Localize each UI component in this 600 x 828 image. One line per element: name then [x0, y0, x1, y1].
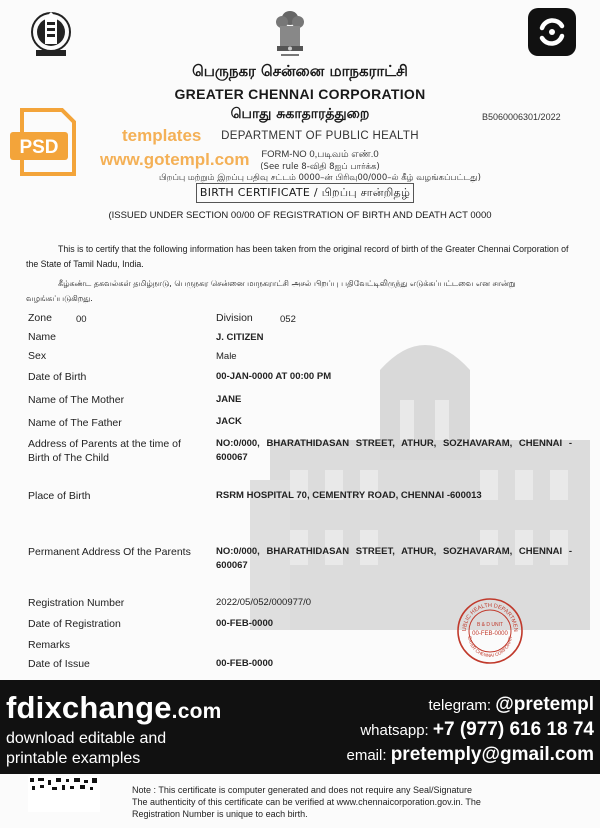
certification-statement-tamil: கீழ்கண்ட தகவல்கள் தமிழ்நாடு, பெருநகர சென்னை மாநகராட்சி அசல் பிறப்பு பதிவேட்டிலிருந்து எடுக்கப்பட்டவை என சான்று வழங்கப்படுகிறது.	[26, 279, 516, 303]
name-value: J. CITIZEN	[216, 332, 264, 343]
mother-name-label: Name of The Mother	[28, 394, 125, 406]
registration-number-value: 2022/05/052/000977/0	[216, 597, 312, 608]
seal-top-text: UBLIC HEALTH DEPARTMEN	[461, 602, 519, 632]
note-line-2: The authenticity of this certificate can be verified at www.chennaicorporation.gov.in. The	[132, 797, 481, 807]
place-of-birth-value: RSRM HOSPITAL 70, CEMENTRY ROAD, CHENNAI -600013	[216, 490, 482, 501]
registration-date-value: 00-FEB-0000	[216, 618, 274, 629]
registration-number-label: Registration Number	[28, 597, 125, 609]
registration-date-label: Date of Registration	[28, 618, 121, 630]
note-line-3: Registration Number is unique to each birth.	[132, 809, 308, 819]
mother-name-value: JANE	[216, 394, 242, 405]
psd-badge-label: PSD	[19, 137, 59, 158]
permanent-address-label: Permanent Address Of the Parents	[28, 546, 191, 558]
department-seal-stamp	[456, 597, 524, 665]
permanent-address-value: NO:0/000, BHARATHIDASAN STREET, ATHUR, SOZHAVARAM, CHENNAI - 600067	[216, 546, 572, 571]
email-address: pretemply@gmail.com	[390, 744, 594, 765]
brand-domain: .com	[171, 700, 222, 723]
watermark-url: www.gotempl.com	[100, 150, 250, 169]
place-of-birth-label: Place of Birth	[28, 490, 91, 502]
form-number: FORM-NO 0,படிவம் எண்.0	[261, 149, 379, 160]
email-label: email:	[346, 747, 387, 764]
rule-reference-line2: பிறப்பு மற்றும் இறப்பு பதிவு சட்டம் 0000–ன் பிரிவு00/000–ல் கீழ் வழங்கப்பட்டது)	[159, 173, 481, 183]
rule-reference-line1: (See rule 8-விதி 8ஐப் பார்க்க)	[260, 162, 380, 172]
issue-date-label: Date of Issue	[28, 658, 90, 670]
brand-name	[6, 690, 221, 726]
seal-unit: B & D UNIT	[476, 622, 504, 628]
father-name-label: Name of The Father	[28, 417, 122, 429]
telegram-label: telegram:	[428, 697, 492, 714]
corporation-title: GREATER CHENNAI CORPORATION	[174, 86, 426, 102]
banner-tagline-1: download editable and	[6, 730, 167, 747]
zone-label: Zone	[28, 312, 52, 324]
division-label: Division	[216, 312, 253, 324]
certificate-number: B5060006301/2022	[482, 112, 561, 122]
email-contact[interactable]	[347, 744, 595, 766]
promo-banner	[0, 680, 600, 774]
brand-name-text: fdixchange	[6, 690, 172, 725]
issued-under-section: (ISSUED UNDER SECTION 00/00 OF REGISTRATION OF BIRTH AND DEATH ACT 0000	[108, 210, 492, 221]
certificate-title: BIRTH CERTIFICATE / பிறப்பு சான்றிதழ்	[196, 183, 414, 203]
telegram-contact[interactable]	[429, 694, 594, 716]
seal-bottom-text: EATER CHENNAI CORPORATI	[467, 635, 513, 659]
division-value: 052	[280, 314, 296, 325]
certification-statement: This is to certify that the following information has been taken from the original record of birth of the Greater Chennai Corporation of the State of Tamil Nadu, India.	[26, 244, 569, 269]
banner-tagline-2: printable examples	[6, 750, 141, 767]
birth-address-value: NO:0/000, BHARATHIDASAN STREET, ATHUR, SOZHAVARAM, CHENNAI - 600067	[216, 438, 572, 463]
zone-value: 00	[76, 314, 87, 325]
sex-value: Male	[216, 351, 237, 362]
whatsapp-label: whatsapp:	[360, 722, 429, 739]
dob-value: 00-JAN-0000 AT 00:00 PM	[216, 371, 332, 382]
note-line-1: Note : This certificate is computer generated and does not require any Seal/Signature	[132, 785, 473, 795]
whatsapp-contact[interactable]	[360, 719, 594, 741]
birth-address-label: Address of Parents at the time of Birth of The Child	[28, 438, 181, 464]
corporation-title-tamil: பெருநகர சென்னை மாநகராட்சி	[192, 62, 408, 80]
father-name-value: JACK	[216, 416, 242, 427]
qr-code-icon	[28, 776, 100, 812]
department-name: DEPARTMENT OF PUBLIC HEALTH	[221, 130, 419, 142]
watermark-text: templates	[122, 126, 202, 145]
remarks-label: Remarks	[28, 639, 71, 651]
issue-date-value: 00-FEB-0000	[216, 658, 274, 669]
whatsapp-number: +7 (977) 616 18 74	[432, 719, 594, 740]
sex-label: Sex	[28, 350, 47, 362]
department-title-tamil: பொது சுகாதாரத்துறை	[230, 106, 370, 122]
dob-label: Date of Birth	[28, 371, 87, 383]
telegram-handle: @pretempl	[495, 694, 594, 715]
verification-note	[132, 784, 592, 820]
seal-date: 00-FEB-0000	[472, 631, 508, 637]
name-label: Name	[28, 331, 57, 343]
